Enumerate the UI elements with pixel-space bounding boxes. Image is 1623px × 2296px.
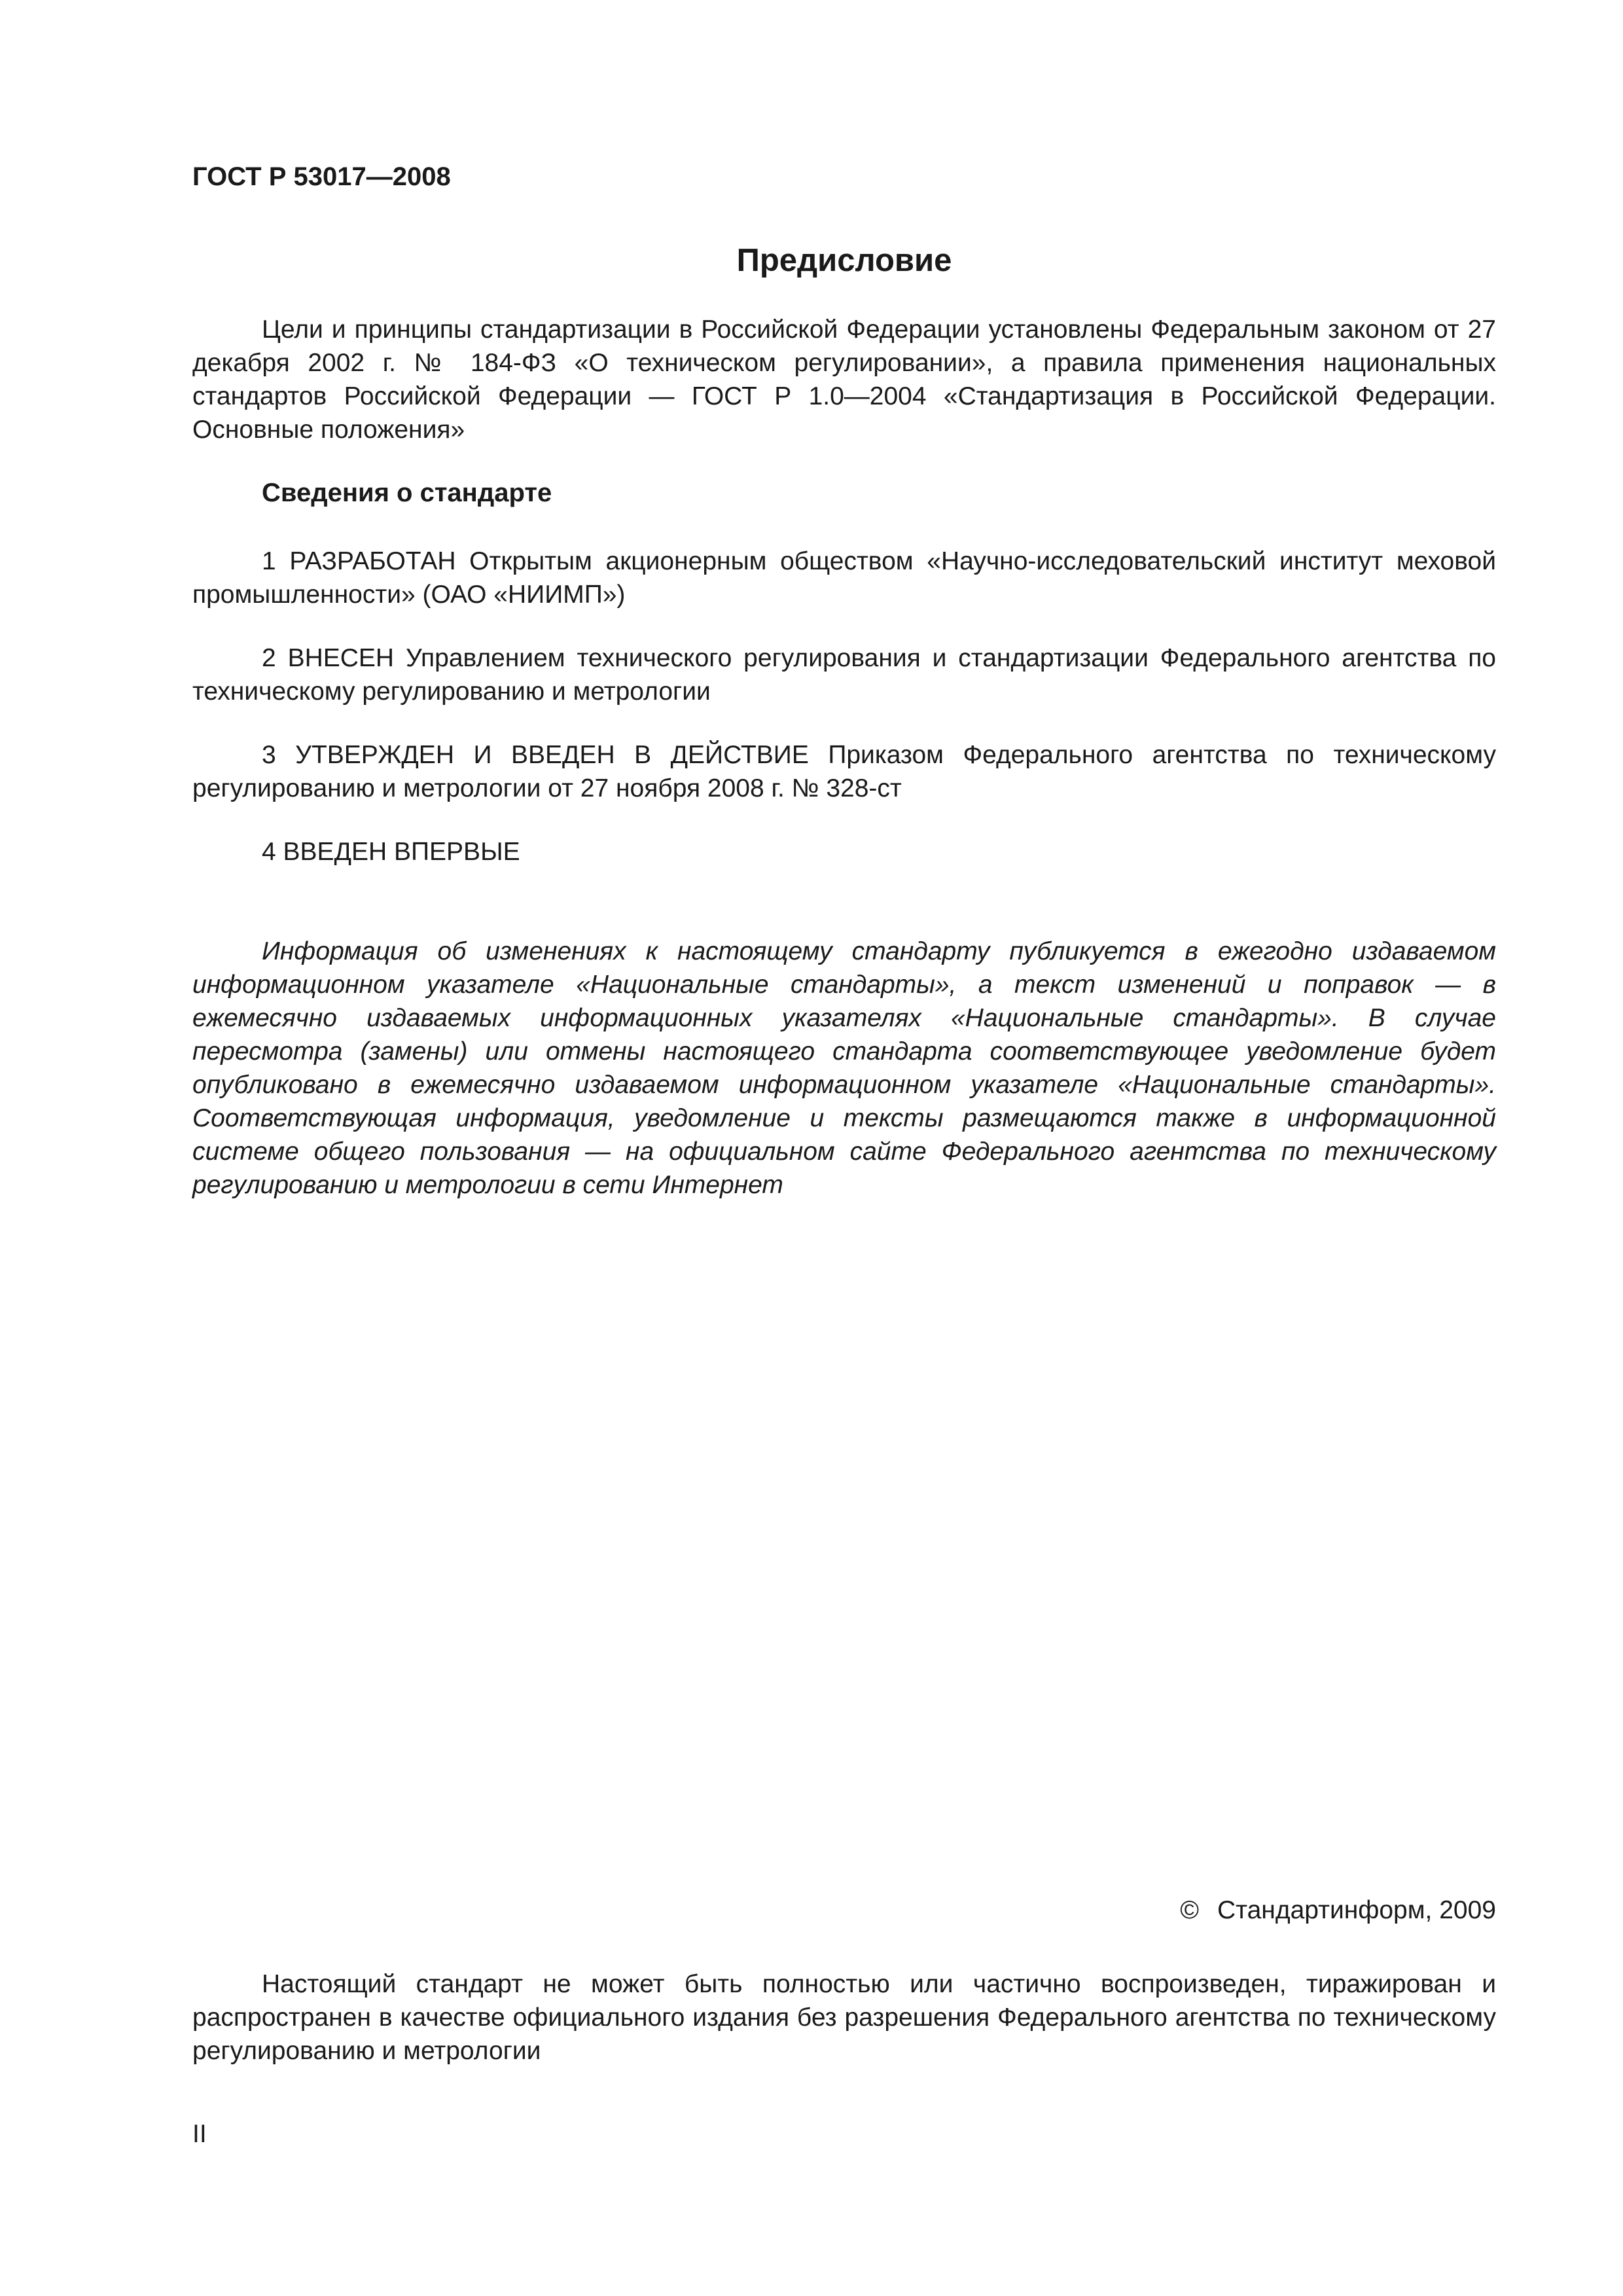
info-item-1-lead: 1 РАЗРАБОТАН (262, 547, 456, 575)
info-item-2-lead: 2 ВНЕСЕН (262, 644, 395, 672)
info-item-3 (192, 738, 1496, 805)
copyright-text: Стандартинформ, 2009 (1217, 1896, 1496, 1924)
document-code: ГОСТ Р 53017—2008 (192, 162, 451, 191)
reproduction-notice: Настоящий стандарт не может быть полностью или частично воспроизведен, тиражирован и распространен в качестве официального издания без разрешения Федерального агентства по техническому регулированию и метрологии (192, 1970, 1496, 2065)
copyright-icon: © (1180, 1896, 1199, 1924)
page-number: II (192, 2120, 207, 2148)
info-item-1-text: Открытым акционерным обществом «Научно-исследовательский институт меховой промышленности» (ОАО «НИИМП») (192, 547, 1496, 609)
info-item-4-lead: 4 ВВЕДЕН ВПЕРВЫЕ (262, 838, 520, 866)
changes-info-paragraph: Информация об изменениях к настоящему стандарту публикуется в ежегодно издаваемом информационном указателе «Национальные стандарты», а текст изменений и поправок — в ежемесячно издаваемых информационных указателях «Национальные стандарты». В случае пересмотра (замены) или отмены настоящего стандарта соответствующее уведомление будет опубликовано в ежемесячно издаваемом информационном указателе «Национальные стандарты». Соответствующая информация, уведомление и тексты размещаются также в информационной системе общего пользования — на официальном сайте Федерального агентства по техническому регулированию и метрологии в сети Интернет (192, 937, 1496, 1199)
info-item-2-text: Управлением технического регулирования и стандартизации Федерального агентства по техническому регулированию и метрологии (192, 644, 1496, 706)
page-title: Предисловие (736, 243, 952, 278)
info-item-2 (192, 641, 1496, 708)
standard-info-heading: Сведения о стандарте (262, 478, 552, 507)
info-item-4 (192, 835, 1496, 869)
info-item-3-text: Приказом Федерального агентства по техническому регулированию и метрологии от 27 ноября 2008 г. № 328-ст (192, 741, 1496, 802)
intro-paragraph: Цели и принципы стандартизации в Российской Федерации установлены Федеральным законом от 27 декабря 2002 г. № 184-ФЗ «О техническом регулировании», а правила применения национальных стандартов Российской Федерации — ГОСТ Р 1.0—2004 «Стандартизация в Российской Федерации. Основные положения» (192, 315, 1496, 444)
info-item-1 (192, 545, 1496, 611)
info-item-3-lead: 3 УТВЕРЖДЕН И ВВЕДЕН В ДЕЙСТВИЕ (262, 741, 809, 769)
copyright-line (1180, 1894, 1496, 1927)
